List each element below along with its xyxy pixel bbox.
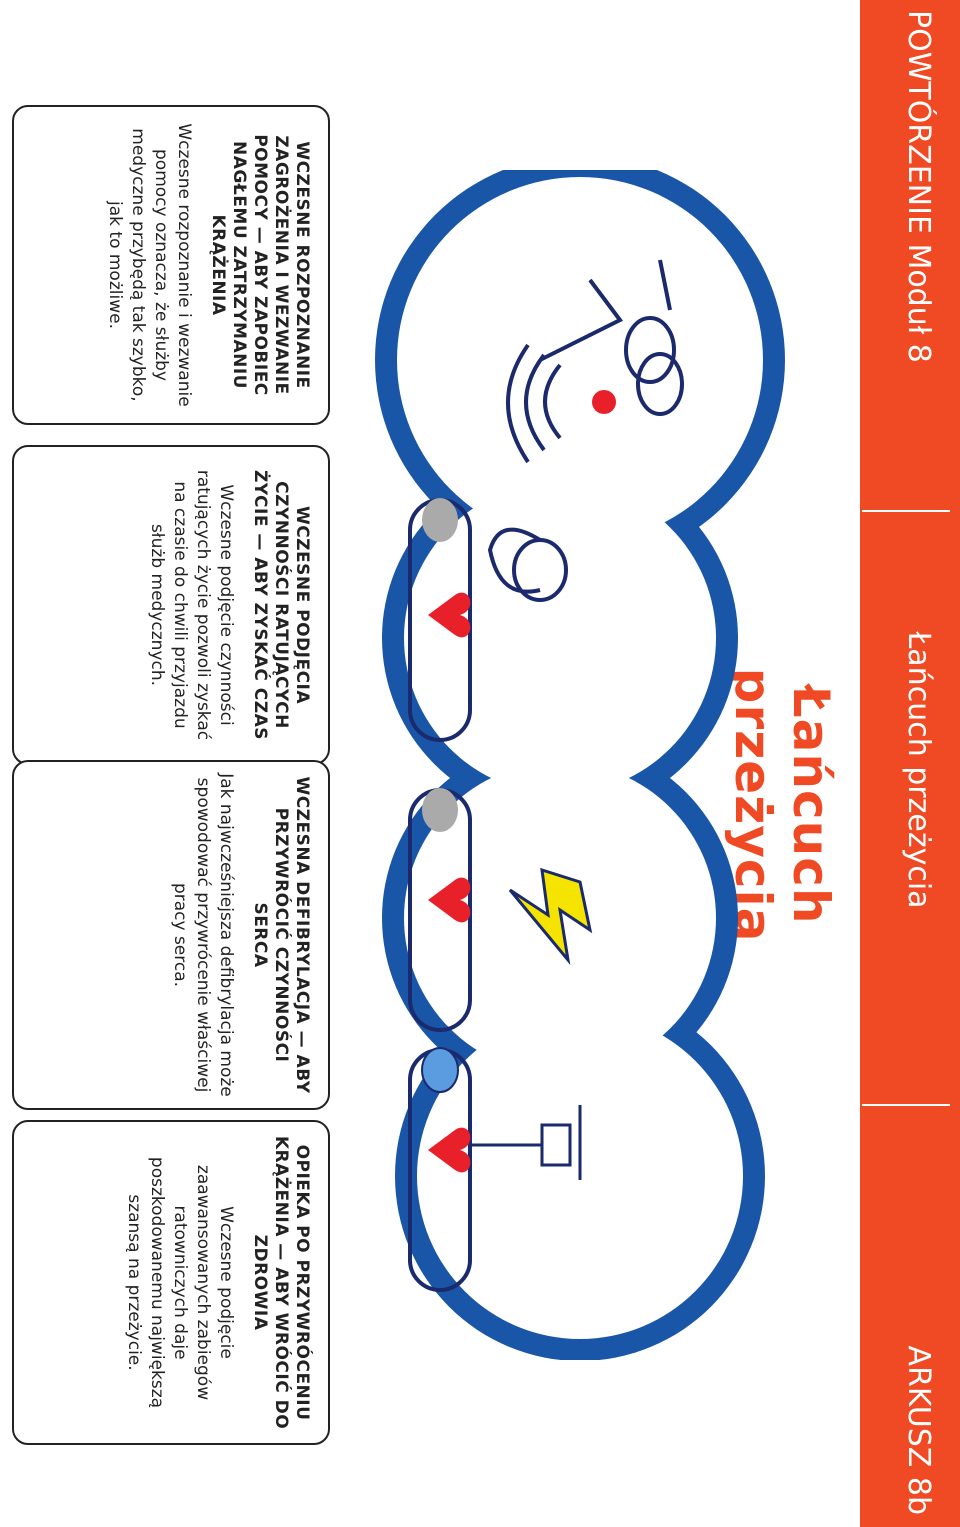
link-card-1 [12,105,330,425]
link-heading: WCZESNE PODJĘCIA CZYNNOŚCI RATUJĄCYCH ŻYCIE — ABY ZYSKAĆ CZAS [250,469,312,740]
header-divider [862,1104,950,1106]
link-card-3 [12,760,330,1110]
link-card-4 [12,1120,330,1445]
link-card-2 [12,445,330,765]
link-heading: OPIEKA PO PRZYWRÓCENIU KRĄŻENIA — ABY WRÓCIĆ DO ZDROWIA [250,1135,312,1430]
chain-of-survival-graphic [340,170,800,1360]
link-heading: WCZESNE ROZPOZNANIE ZAGROŻENIA I WEZWANIE POMOCY — ABY ZAPOBIEC NAGŁEMU ZATRZYMANIU KRĄŻENIA [208,134,312,396]
link-heading: WCZESNA DEFIBRYLACJA — ABY PRZYWRÓCIĆ CZYNNOŚCI SERCA [250,776,312,1094]
link-text: Wczesne rozpoznanie i wezwanie pomocy oznacza, że służby medyczne przybędą tak szybko, jak to możliwe. [105,123,194,407]
link-text: Jak najwcześniejsza defibrylacja może spowodować przywrócenie właściwej pracy serca. [170,773,236,1097]
header-subtitle: Łańcuch przeżycia [901,631,936,909]
page-title: Łańcuch przeżycia [724,667,840,943]
module-label: POWTÓRZENIE Moduł 8 [901,10,936,363]
header-bar [860,0,960,1527]
link-text: Wczesne podjęcie zaawansowanych zabiegów ratowniczych daje poszkodowanemu największą szansą na przeżycie. [124,1156,236,1409]
header-divider [862,510,950,512]
link-text: Wczesne podjęcie czynności ratujących życie pozwoli zyskać na czasie do chwili przyjazdu służb medycznych. [147,469,236,741]
sheet-label: ARKUSZ 8b [901,1345,936,1515]
